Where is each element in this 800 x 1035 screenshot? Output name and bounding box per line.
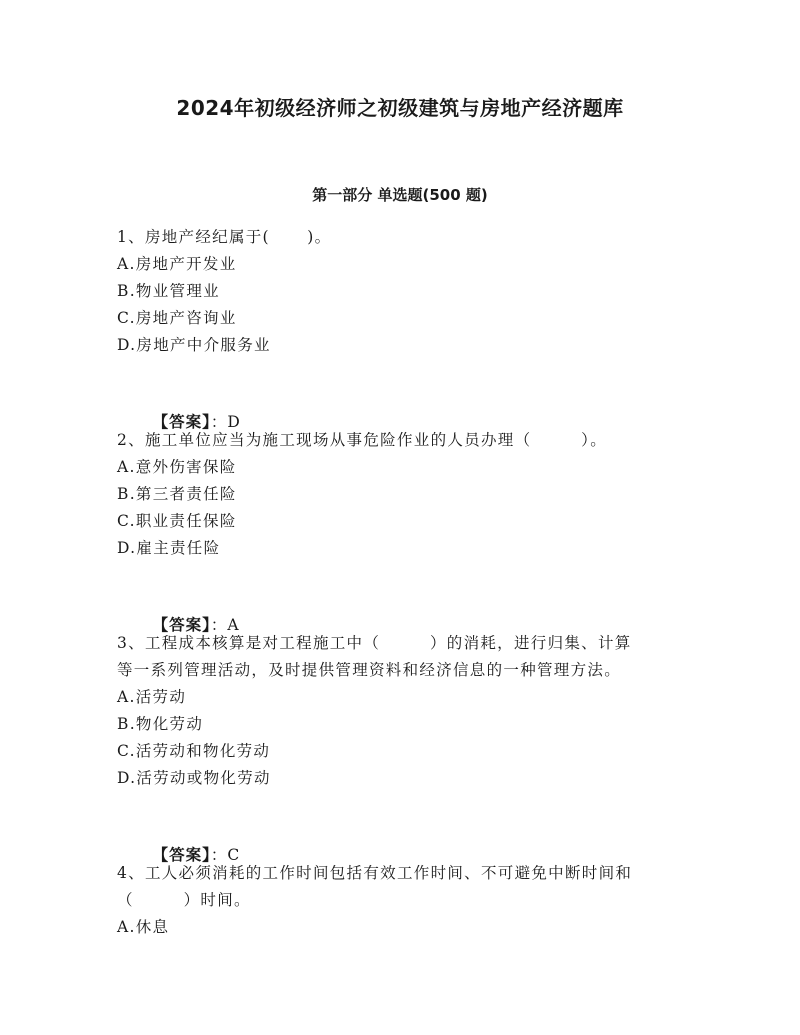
answer-value: ：D — [210, 413, 241, 431]
option-d: D.雇主责任险 — [117, 539, 221, 557]
option-a: A.意外伤害保险 — [117, 458, 237, 476]
option-b: B.第三者责任险 — [117, 485, 237, 503]
question-stem: 2、施工单位应当为施工现场从事危险作业的人员办理（ ）。 — [117, 431, 608, 449]
question-stem-line-2: 等一系列管理活动，及时提供管理资料和经济信息的一种管理方法。 — [117, 661, 622, 679]
answer-label: 【答案】 — [152, 846, 211, 864]
answer-value: ：A — [210, 616, 240, 634]
answer-value: ：C — [210, 846, 241, 864]
question-stem-line-2: （ ）时间。 — [117, 891, 251, 909]
option-c: C.房地产咨询业 — [117, 309, 237, 327]
option-b: B.物化劳动 — [117, 715, 204, 733]
question-stem-line-1: 3、工程成本核算是对工程施工中（ ）的消耗，进行归集、计算 — [117, 634, 632, 652]
option-a: A.房地产开发业 — [117, 255, 237, 273]
option-d: D.活劳动或物化劳动 — [117, 769, 271, 787]
document-title: 2024年初级经济师之初级建筑与房地产经济题库 — [176, 96, 624, 120]
question-stem: 1、房地产经纪属于( )。 — [117, 228, 332, 246]
option-a: A.休息 — [117, 918, 170, 936]
answer-label: 【答案】 — [152, 413, 211, 431]
option-b: B.物业管理业 — [117, 282, 220, 300]
option-c: C.活劳动和物化劳动 — [117, 742, 271, 760]
answer-label: 【答案】 — [152, 616, 211, 634]
question-stem-line-1: 4、工人必须消耗的工作时间包括有效工作时间、不可避免中断时间和 — [117, 864, 633, 882]
section-heading: 第一部分 单选题(500 题) — [312, 186, 488, 204]
option-a: A.活劳动 — [117, 688, 187, 706]
option-d: D.房地产中介服务业 — [117, 336, 271, 354]
option-c: C.职业责任保险 — [117, 512, 237, 530]
